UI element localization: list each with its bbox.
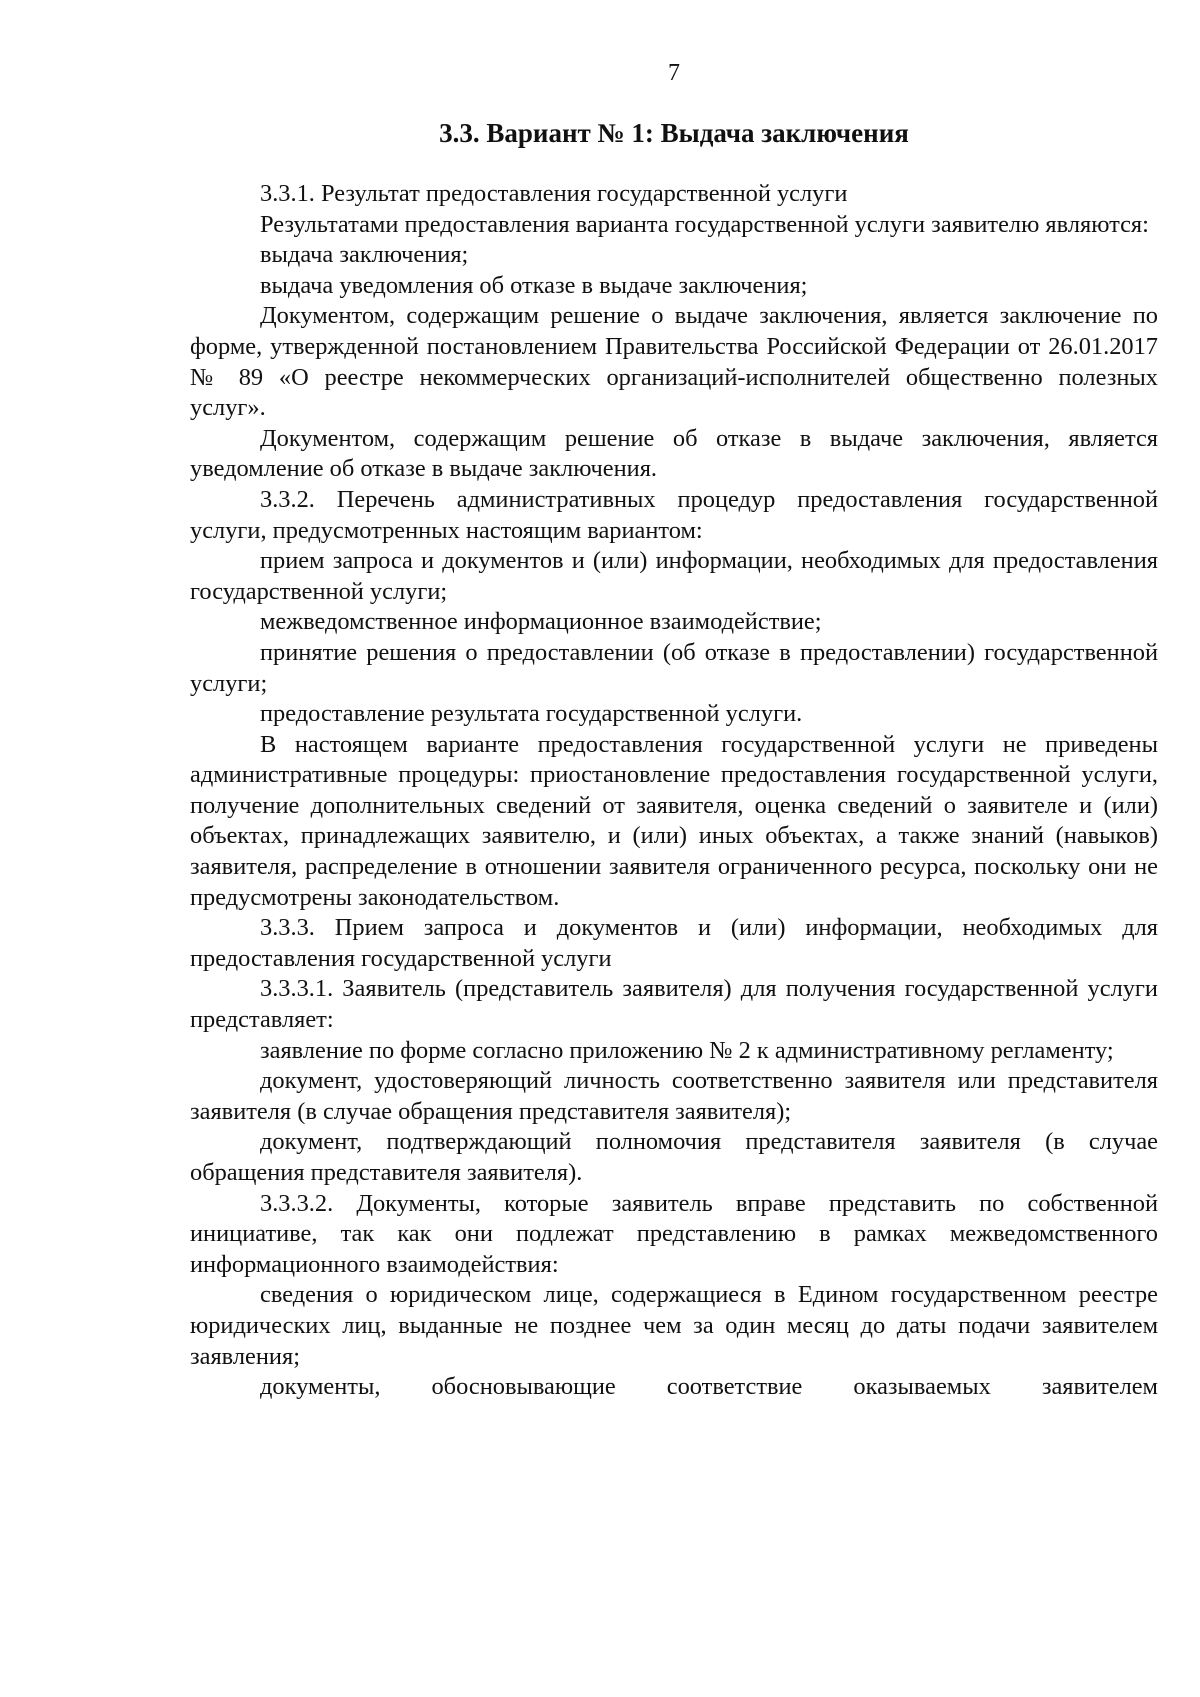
paragraph: 3.3.3.1. Заявитель (представитель заявителя) для получения государственной услуги представляет: <box>190 975 1158 1034</box>
section-heading-text: 3.3. Вариант № 1: Выдача заключения <box>439 118 909 148</box>
section-heading <box>0 116 1200 150</box>
paragraph: межведомственное информационное взаимодействие; <box>260 608 822 636</box>
paragraph: документ, подтверждающий полномочия представителя заявителя (в случае обращения представителя заявителя). <box>190 1128 1158 1186</box>
page-number <box>0 58 1200 88</box>
paragraph: документы, обосновывающие соответствие оказываемых заявителем <box>260 1373 1158 1401</box>
paragraph: В настоящем варианте предоставления государственной услуги не приведены административные процедуры: приостановление предоставления государственной услуги, получение дополнительных сведений от заявителя, оценка сведений о заявителе и (или) объектах, принадлежащих заявителю, и (или) иных объектах, а также знаний (навыков) заявителя, распределение в отношении заявителя ограниченного ресурса, поскольку они не предусмотрены законодательством. <box>190 730 1158 911</box>
paragraph: сведения о юридическом лице, содержащиеся в Едином государственном реестре юридических лиц, выданные не позднее чем за один месяц до даты подачи заявителем заявления; <box>190 1281 1158 1370</box>
paragraph: прием запроса и документов и (или) информации, необходимых для предоставления государственной услуги; <box>190 547 1158 605</box>
paragraph: 3.3.2. Перечень административных процедур предоставления государственной услуги, предусмотренных настоящим вариантом: <box>190 485 1158 544</box>
paragraph: принятие решения о предоставлении (об отказе в предоставлении) государственной услуги; <box>190 638 1158 697</box>
paragraph: выдача уведомления об отказе в выдаче заключения; <box>260 271 808 299</box>
paragraph: 3.3.3.2. Документы, которые заявитель вправе представить по собственной инициативе, так как они подлежат представлению в рамках межведомственного информационного взаимодействия: <box>190 1189 1158 1278</box>
document-body <box>190 179 1158 1403</box>
paragraph: Документом, содержащим решение о выдаче заключения, является заключение по форме, утвержденной постановлением Правительства Российской Федерации от 26.01.2017 № 89 «О реестре некоммерческих организаций-исполнителей общественно полезных услуг». <box>190 302 1158 422</box>
paragraph: Результатами предоставления варианта государственной услуги заявителю являются: <box>260 210 1149 238</box>
paragraph: заявление по форме согласно приложению № 2 к административному регламенту; <box>260 1036 1114 1064</box>
paragraph: предоставление результата государственной услуги. <box>260 700 803 728</box>
paragraph: Документом, содержащим решение об отказе в выдаче заключения, является уведомление об отказе в выдаче заключения. <box>190 424 1158 483</box>
page-number-text: 7 <box>668 60 680 86</box>
paragraph: 3.3.1. Результат предоставления государственной услуги <box>260 180 848 207</box>
paragraph: документ, удостоверяющий личность соответственно заявителя или представителя заявителя (в случае обращения представителя заявителя); <box>190 1067 1158 1125</box>
paragraph: 3.3.3. Прием запроса и документов и (или) информации, необходимых для предоставления государственной услуги <box>190 914 1158 972</box>
paragraph: выдача заключения; <box>260 241 469 269</box>
